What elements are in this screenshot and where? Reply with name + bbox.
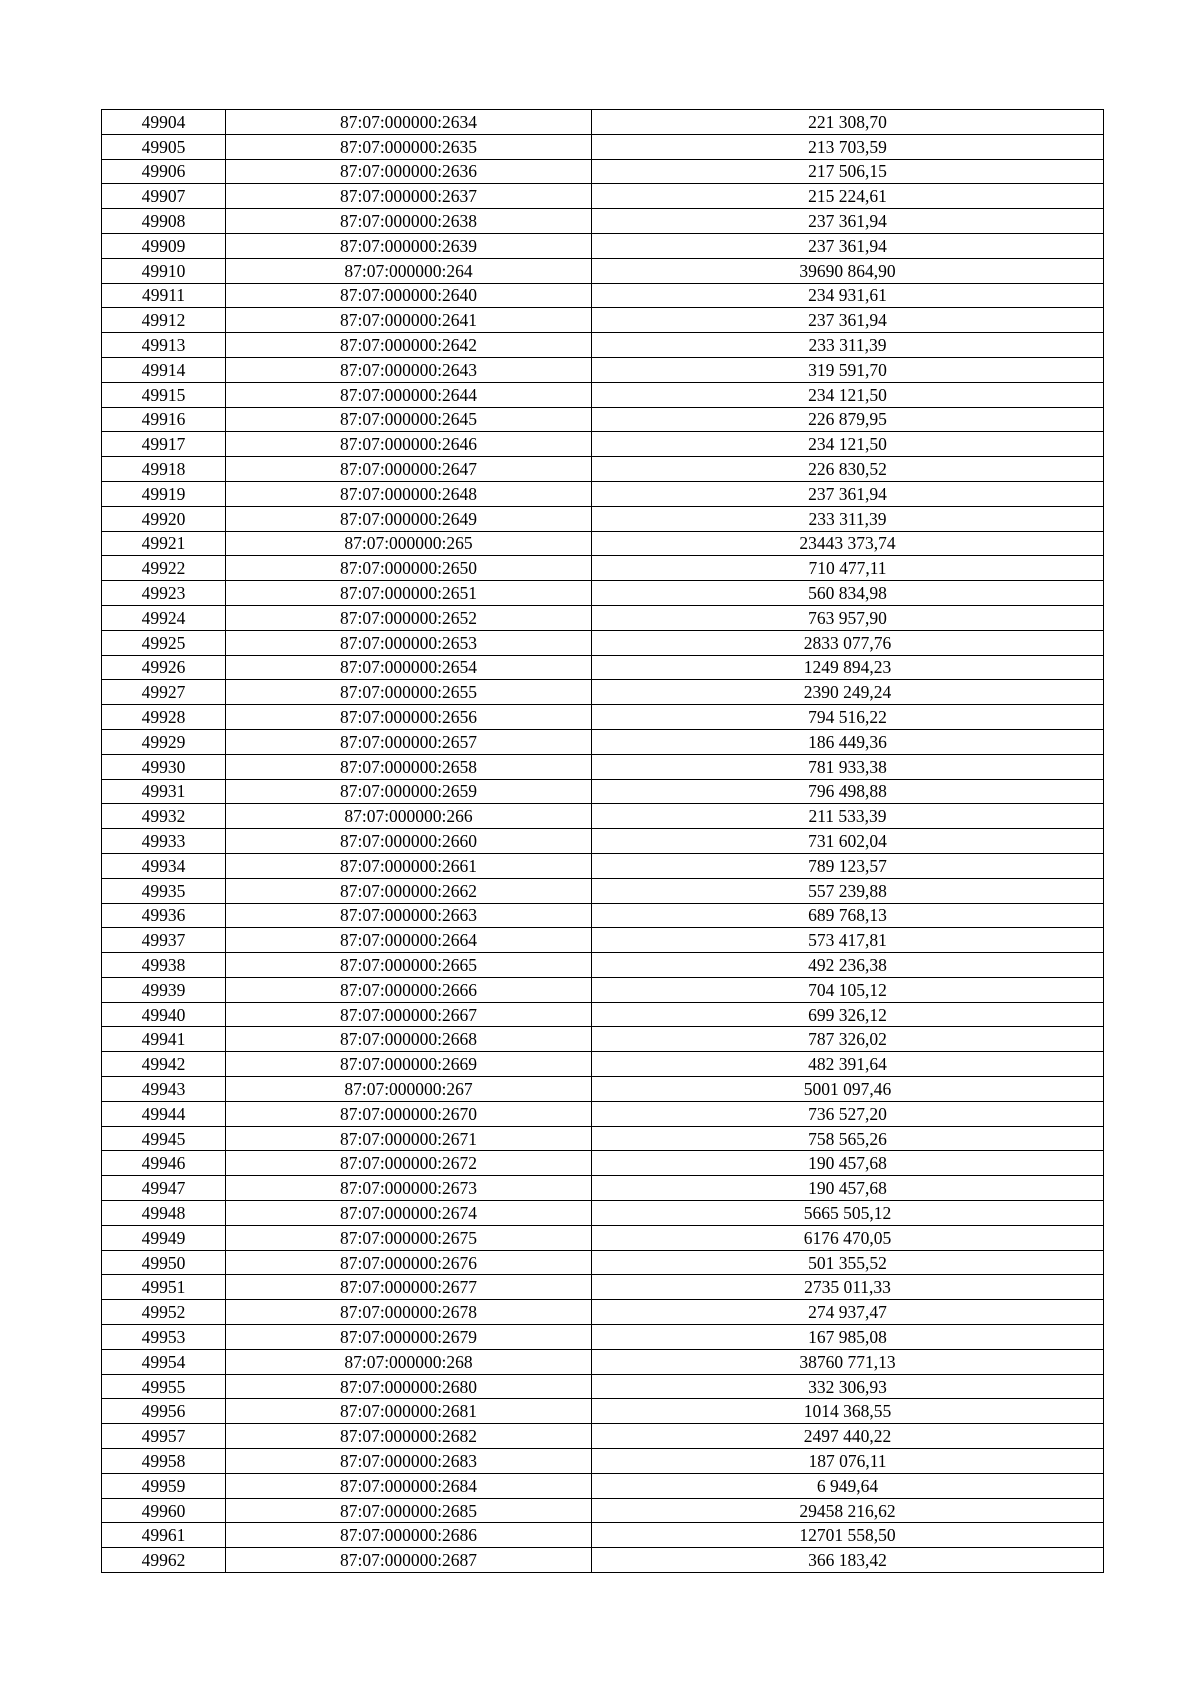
table-row xyxy=(102,1374,1104,1399)
row-number-cell: 49904 xyxy=(102,110,226,135)
cadastral-number-cell: 87:07:000000:268 xyxy=(226,1349,592,1374)
table-row xyxy=(102,729,1104,754)
cadastral-value-cell: 689 768,13 xyxy=(592,903,1104,928)
cadastral-value-cell: 787 326,02 xyxy=(592,1027,1104,1052)
cadastral-number-cell: 87:07:000000:265 xyxy=(226,531,592,556)
cadastral-value-cell: 5001 097,46 xyxy=(592,1077,1104,1102)
row-number-cell: 49937 xyxy=(102,928,226,953)
cadastral-value-cell: 501 355,52 xyxy=(592,1250,1104,1275)
cadastral-number-cell: 87:07:000000:2646 xyxy=(226,432,592,457)
cadastral-number-cell: 87:07:000000:2657 xyxy=(226,729,592,754)
row-number-cell: 49924 xyxy=(102,605,226,630)
cadastral-number-cell: 87:07:000000:2650 xyxy=(226,556,592,581)
table-row xyxy=(102,953,1104,978)
cadastral-value-cell: 167 985,08 xyxy=(592,1325,1104,1350)
cadastral-value-cell: 226 830,52 xyxy=(592,457,1104,482)
cadastral-number-cell: 87:07:000000:2668 xyxy=(226,1027,592,1052)
cadastral-number-cell: 87:07:000000:2679 xyxy=(226,1325,592,1350)
row-number-cell: 49911 xyxy=(102,283,226,308)
cadastral-value-cell: 560 834,98 xyxy=(592,581,1104,606)
cadastral-number-cell: 87:07:000000:2663 xyxy=(226,903,592,928)
cadastral-number-cell: 87:07:000000:2661 xyxy=(226,853,592,878)
row-number-cell: 49905 xyxy=(102,134,226,159)
cadastral-value-cell: 226 879,95 xyxy=(592,407,1104,432)
table-row xyxy=(102,233,1104,258)
cadastral-value-cell: 763 957,90 xyxy=(592,605,1104,630)
table-row xyxy=(102,308,1104,333)
row-number-cell: 49914 xyxy=(102,357,226,382)
row-number-cell: 49933 xyxy=(102,829,226,854)
row-number-cell: 49943 xyxy=(102,1077,226,1102)
cadastral-number-cell: 87:07:000000:2681 xyxy=(226,1399,592,1424)
cadastral-value-cell: 731 602,04 xyxy=(592,829,1104,854)
cadastral-value-cell: 186 449,36 xyxy=(592,729,1104,754)
cadastral-value-cell: 1014 368,55 xyxy=(592,1399,1104,1424)
cadastral-number-cell: 87:07:000000:2664 xyxy=(226,928,592,953)
table-row xyxy=(102,382,1104,407)
table-row xyxy=(102,680,1104,705)
cadastral-value-cell: 233 311,39 xyxy=(592,506,1104,531)
row-number-cell: 49931 xyxy=(102,779,226,804)
cadastral-value-cell: 29458 216,62 xyxy=(592,1498,1104,1523)
cadastral-value-cell: 699 326,12 xyxy=(592,1002,1104,1027)
cadastral-value-cell: 237 361,94 xyxy=(592,209,1104,234)
row-number-cell: 49906 xyxy=(102,159,226,184)
cadastral-value-table xyxy=(101,109,1104,1573)
table-row xyxy=(102,1498,1104,1523)
cadastral-number-cell: 87:07:000000:2676 xyxy=(226,1250,592,1275)
row-number-cell: 49919 xyxy=(102,481,226,506)
table-row xyxy=(102,977,1104,1002)
row-number-cell: 49930 xyxy=(102,754,226,779)
cadastral-number-cell: 87:07:000000:2645 xyxy=(226,407,592,432)
cadastral-number-cell: 87:07:000000:2653 xyxy=(226,630,592,655)
cadastral-number-cell: 87:07:000000:2636 xyxy=(226,159,592,184)
cadastral-value-cell: 274 937,47 xyxy=(592,1300,1104,1325)
cadastral-value-cell: 573 417,81 xyxy=(592,928,1104,953)
cadastral-number-cell: 87:07:000000:2659 xyxy=(226,779,592,804)
row-number-cell: 49944 xyxy=(102,1101,226,1126)
table-row xyxy=(102,1126,1104,1151)
cadastral-value-cell: 366 183,42 xyxy=(592,1548,1104,1573)
cadastral-value-cell: 6176 470,05 xyxy=(592,1225,1104,1250)
cadastral-value-cell: 234 121,50 xyxy=(592,382,1104,407)
cadastral-number-cell: 87:07:000000:2644 xyxy=(226,382,592,407)
row-number-cell: 49932 xyxy=(102,804,226,829)
table-row xyxy=(102,655,1104,680)
cadastral-number-cell: 87:07:000000:2660 xyxy=(226,829,592,854)
cadastral-number-cell: 87:07:000000:2658 xyxy=(226,754,592,779)
table-row xyxy=(102,1027,1104,1052)
cadastral-value-cell: 213 703,59 xyxy=(592,134,1104,159)
cadastral-value-cell: 758 565,26 xyxy=(592,1126,1104,1151)
cadastral-number-cell: 87:07:000000:2643 xyxy=(226,357,592,382)
table-row xyxy=(102,1275,1104,1300)
cadastral-number-cell: 87:07:000000:2634 xyxy=(226,110,592,135)
row-number-cell: 49945 xyxy=(102,1126,226,1151)
table-row xyxy=(102,1201,1104,1226)
cadastral-number-cell: 87:07:000000:267 xyxy=(226,1077,592,1102)
table-row xyxy=(102,928,1104,953)
row-number-cell: 49961 xyxy=(102,1523,226,1548)
table-row xyxy=(102,457,1104,482)
cadastral-number-cell: 87:07:000000:2680 xyxy=(226,1374,592,1399)
table-row xyxy=(102,1548,1104,1573)
table-row xyxy=(102,829,1104,854)
row-number-cell: 49926 xyxy=(102,655,226,680)
cadastral-number-cell: 87:07:000000:266 xyxy=(226,804,592,829)
cadastral-number-cell: 87:07:000000:2642 xyxy=(226,333,592,358)
cadastral-number-cell: 87:07:000000:2671 xyxy=(226,1126,592,1151)
row-number-cell: 49949 xyxy=(102,1225,226,1250)
cadastral-value-cell: 233 311,39 xyxy=(592,333,1104,358)
cadastral-value-cell: 237 361,94 xyxy=(592,233,1104,258)
cadastral-number-cell: 87:07:000000:2639 xyxy=(226,233,592,258)
cadastral-value-cell: 319 591,70 xyxy=(592,357,1104,382)
cadastral-value-cell: 796 498,88 xyxy=(592,779,1104,804)
row-number-cell: 49917 xyxy=(102,432,226,457)
cadastral-number-cell: 87:07:000000:2667 xyxy=(226,1002,592,1027)
table-row xyxy=(102,630,1104,655)
cadastral-value-cell: 221 308,70 xyxy=(592,110,1104,135)
table-row xyxy=(102,754,1104,779)
row-number-cell: 49940 xyxy=(102,1002,226,1027)
cadastral-value-cell: 234 931,61 xyxy=(592,283,1104,308)
cadastral-number-cell: 87:07:000000:2648 xyxy=(226,481,592,506)
cadastral-value-cell: 557 239,88 xyxy=(592,878,1104,903)
row-number-cell: 49913 xyxy=(102,333,226,358)
row-number-cell: 49952 xyxy=(102,1300,226,1325)
row-number-cell: 49915 xyxy=(102,382,226,407)
row-number-cell: 49960 xyxy=(102,1498,226,1523)
table-body xyxy=(102,110,1104,1573)
cadastral-value-cell: 211 533,39 xyxy=(592,804,1104,829)
cadastral-number-cell: 87:07:000000:2656 xyxy=(226,705,592,730)
cadastral-value-cell: 710 477,11 xyxy=(592,556,1104,581)
table-row xyxy=(102,903,1104,928)
table-row xyxy=(102,804,1104,829)
cadastral-number-cell: 87:07:000000:2641 xyxy=(226,308,592,333)
row-number-cell: 49925 xyxy=(102,630,226,655)
table-row xyxy=(102,779,1104,804)
table-row xyxy=(102,878,1104,903)
row-number-cell: 49948 xyxy=(102,1201,226,1226)
row-number-cell: 49957 xyxy=(102,1424,226,1449)
cadastral-value-cell: 234 121,50 xyxy=(592,432,1104,457)
table-row xyxy=(102,853,1104,878)
table-row xyxy=(102,283,1104,308)
table-row xyxy=(102,506,1104,531)
table-row xyxy=(102,1151,1104,1176)
cadastral-value-cell: 704 105,12 xyxy=(592,977,1104,1002)
table-row xyxy=(102,1176,1104,1201)
table-row xyxy=(102,134,1104,159)
cadastral-number-cell: 87:07:000000:2669 xyxy=(226,1052,592,1077)
table-row xyxy=(102,1002,1104,1027)
row-number-cell: 49936 xyxy=(102,903,226,928)
cadastral-number-cell: 87:07:000000:2662 xyxy=(226,878,592,903)
cadastral-number-cell: 87:07:000000:2655 xyxy=(226,680,592,705)
row-number-cell: 49938 xyxy=(102,953,226,978)
row-number-cell: 49939 xyxy=(102,977,226,1002)
cadastral-value-cell: 781 933,38 xyxy=(592,754,1104,779)
row-number-cell: 49953 xyxy=(102,1325,226,1350)
row-number-cell: 49950 xyxy=(102,1250,226,1275)
cadastral-value-cell: 736 527,20 xyxy=(592,1101,1104,1126)
row-number-cell: 49927 xyxy=(102,680,226,705)
cadastral-value-cell: 215 224,61 xyxy=(592,184,1104,209)
cadastral-number-cell: 87:07:000000:2651 xyxy=(226,581,592,606)
cadastral-number-cell: 87:07:000000:2647 xyxy=(226,457,592,482)
cadastral-number-cell: 87:07:000000:2674 xyxy=(226,1201,592,1226)
row-number-cell: 49922 xyxy=(102,556,226,581)
cadastral-number-cell: 87:07:000000:2666 xyxy=(226,977,592,1002)
table-row xyxy=(102,705,1104,730)
row-number-cell: 49909 xyxy=(102,233,226,258)
table-row xyxy=(102,1250,1104,1275)
cadastral-value-cell: 217 506,15 xyxy=(592,159,1104,184)
cadastral-value-cell: 23443 373,74 xyxy=(592,531,1104,556)
cadastral-value-cell: 12701 558,50 xyxy=(592,1523,1104,1548)
cadastral-number-cell: 87:07:000000:2673 xyxy=(226,1176,592,1201)
row-number-cell: 49907 xyxy=(102,184,226,209)
table-row xyxy=(102,1349,1104,1374)
cadastral-number-cell: 87:07:000000:2685 xyxy=(226,1498,592,1523)
table-row xyxy=(102,556,1104,581)
cadastral-value-cell: 190 457,68 xyxy=(592,1151,1104,1176)
row-number-cell: 49951 xyxy=(102,1275,226,1300)
cadastral-value-cell: 237 361,94 xyxy=(592,308,1104,333)
cadastral-value-cell: 2735 011,33 xyxy=(592,1275,1104,1300)
cadastral-value-cell: 1249 894,23 xyxy=(592,655,1104,680)
cadastral-value-cell: 794 516,22 xyxy=(592,705,1104,730)
cadastral-number-cell: 87:07:000000:2678 xyxy=(226,1300,592,1325)
row-number-cell: 49962 xyxy=(102,1548,226,1573)
table-row xyxy=(102,1225,1104,1250)
cadastral-number-cell: 87:07:000000:2684 xyxy=(226,1473,592,1498)
table-row xyxy=(102,1052,1104,1077)
row-number-cell: 49912 xyxy=(102,308,226,333)
table-row xyxy=(102,159,1104,184)
cadastral-number-cell: 87:07:000000:2677 xyxy=(226,1275,592,1300)
cadastral-number-cell: 87:07:000000:2687 xyxy=(226,1548,592,1573)
cadastral-value-cell: 190 457,68 xyxy=(592,1176,1104,1201)
table-row xyxy=(102,1523,1104,1548)
row-number-cell: 49918 xyxy=(102,457,226,482)
row-number-cell: 49928 xyxy=(102,705,226,730)
row-number-cell: 49921 xyxy=(102,531,226,556)
row-number-cell: 49959 xyxy=(102,1473,226,1498)
table-row xyxy=(102,481,1104,506)
table-row xyxy=(102,1449,1104,1474)
table-row xyxy=(102,1325,1104,1350)
cadastral-value-cell: 237 361,94 xyxy=(592,481,1104,506)
table-row xyxy=(102,110,1104,135)
cadastral-value-cell: 38760 771,13 xyxy=(592,1349,1104,1374)
table-row xyxy=(102,605,1104,630)
cadastral-number-cell: 87:07:000000:2686 xyxy=(226,1523,592,1548)
table-row xyxy=(102,1300,1104,1325)
table-row xyxy=(102,333,1104,358)
row-number-cell: 49908 xyxy=(102,209,226,234)
row-number-cell: 49955 xyxy=(102,1374,226,1399)
cadastral-value-cell: 332 306,93 xyxy=(592,1374,1104,1399)
cadastral-number-cell: 87:07:000000:2672 xyxy=(226,1151,592,1176)
row-number-cell: 49916 xyxy=(102,407,226,432)
cadastral-number-cell: 87:07:000000:2638 xyxy=(226,209,592,234)
row-number-cell: 49941 xyxy=(102,1027,226,1052)
table-row xyxy=(102,531,1104,556)
cadastral-value-cell: 6 949,64 xyxy=(592,1473,1104,1498)
row-number-cell: 49947 xyxy=(102,1176,226,1201)
table-row xyxy=(102,581,1104,606)
cadastral-number-cell: 87:07:000000:2675 xyxy=(226,1225,592,1250)
table-row xyxy=(102,258,1104,283)
row-number-cell: 49958 xyxy=(102,1449,226,1474)
cadastral-number-cell: 87:07:000000:2654 xyxy=(226,655,592,680)
cadastral-number-cell: 87:07:000000:2640 xyxy=(226,283,592,308)
cadastral-number-cell: 87:07:000000:2649 xyxy=(226,506,592,531)
cadastral-value-cell: 492 236,38 xyxy=(592,953,1104,978)
table-row xyxy=(102,184,1104,209)
row-number-cell: 49934 xyxy=(102,853,226,878)
row-number-cell: 49956 xyxy=(102,1399,226,1424)
cadastral-number-cell: 87:07:000000:264 xyxy=(226,258,592,283)
cadastral-value-cell: 39690 864,90 xyxy=(592,258,1104,283)
cadastral-value-cell: 5665 505,12 xyxy=(592,1201,1104,1226)
cadastral-number-cell: 87:07:000000:2683 xyxy=(226,1449,592,1474)
cadastral-value-cell: 2833 077,76 xyxy=(592,630,1104,655)
cadastral-number-cell: 87:07:000000:2652 xyxy=(226,605,592,630)
table-row xyxy=(102,1077,1104,1102)
cadastral-number-cell: 87:07:000000:2635 xyxy=(226,134,592,159)
row-number-cell: 49942 xyxy=(102,1052,226,1077)
cadastral-number-cell: 87:07:000000:2682 xyxy=(226,1424,592,1449)
table-row xyxy=(102,1101,1104,1126)
cadastral-value-cell: 789 123,57 xyxy=(592,853,1104,878)
row-number-cell: 49954 xyxy=(102,1349,226,1374)
cadastral-number-cell: 87:07:000000:2665 xyxy=(226,953,592,978)
row-number-cell: 49935 xyxy=(102,878,226,903)
cadastral-number-cell: 87:07:000000:2637 xyxy=(226,184,592,209)
cadastral-value-cell: 482 391,64 xyxy=(592,1052,1104,1077)
table-row xyxy=(102,1473,1104,1498)
table-row xyxy=(102,432,1104,457)
table-row xyxy=(102,1424,1104,1449)
row-number-cell: 49920 xyxy=(102,506,226,531)
table-row xyxy=(102,407,1104,432)
cadastral-number-cell: 87:07:000000:2670 xyxy=(226,1101,592,1126)
row-number-cell: 49923 xyxy=(102,581,226,606)
table-row xyxy=(102,209,1104,234)
table-row xyxy=(102,1399,1104,1424)
row-number-cell: 49929 xyxy=(102,729,226,754)
table-row xyxy=(102,357,1104,382)
cadastral-value-cell: 2497 440,22 xyxy=(592,1424,1104,1449)
cadastral-value-cell: 2390 249,24 xyxy=(592,680,1104,705)
cadastral-value-cell: 187 076,11 xyxy=(592,1449,1104,1474)
row-number-cell: 49910 xyxy=(102,258,226,283)
row-number-cell: 49946 xyxy=(102,1151,226,1176)
